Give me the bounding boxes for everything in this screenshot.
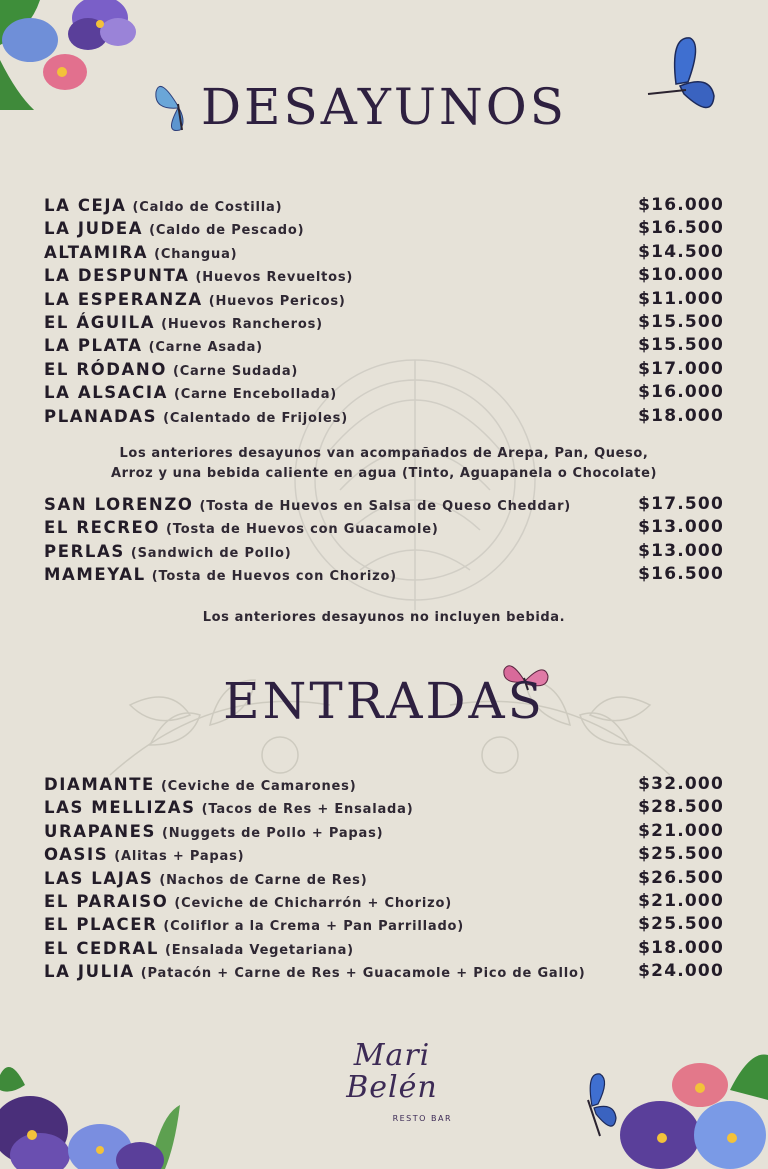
item-price: $13.000	[638, 540, 724, 561]
item-price: $18.000	[638, 405, 724, 426]
item-price: $10.000	[638, 265, 724, 286]
pansy-flower-icon	[600, 1050, 768, 1169]
list-item	[44, 796, 724, 819]
list-item	[44, 563, 724, 586]
item-description: (Ceviche de Chicharrón + Chorizo)	[174, 895, 452, 911]
item-description: (Carne Asada)	[148, 340, 263, 356]
item-name: SAN LORENZO	[44, 495, 194, 514]
item-description: (Nachos de Carne de Res)	[159, 872, 368, 888]
item-name: EL PLACER	[44, 915, 158, 935]
item-price: $21.000	[638, 890, 724, 911]
item-name: LAS LAJAS	[44, 868, 154, 888]
item-description: (Calentado de Frijoles)	[163, 410, 348, 426]
item-price: $16.500	[638, 218, 724, 239]
item-description: (Changua)	[154, 246, 238, 262]
item-name: DIAMANTE	[44, 775, 155, 794]
item-name: EL RÓDANO	[44, 359, 167, 379]
desayunos-list	[44, 194, 724, 428]
item-name: EL CEDRAL	[44, 938, 159, 958]
item-name: EL PARAISO	[44, 891, 169, 911]
item-name: LA CEJA	[44, 196, 127, 215]
list-item	[44, 334, 724, 357]
list-item	[44, 194, 724, 217]
note-line: Los anteriores desayunos van acompañados de Arepa, Pan, Queso,	[119, 446, 649, 461]
item-price: $18.000	[638, 937, 724, 958]
item-price: $11.000	[638, 288, 724, 309]
item-description: (Patacón + Carne de Res + Guacamole + Pico de Gallo)	[140, 966, 586, 982]
entradas-list	[44, 773, 724, 984]
item-description: (Sandwich de Pollo)	[130, 545, 292, 561]
item-description: (Coliflor a la Crema + Pan Parrillado)	[163, 919, 465, 935]
item-name: ALTAMIRA	[44, 242, 149, 262]
item-name: EL ÁGUILA	[44, 312, 156, 332]
item-name: OASIS	[44, 845, 109, 865]
item-description: (Ensalada Vegetariana)	[165, 942, 354, 958]
accompaniment-note	[0, 444, 768, 484]
item-name: LA PLATA	[44, 336, 143, 356]
brand-logo	[322, 1040, 462, 1135]
item-price: $32.000	[638, 774, 724, 794]
logo-subtitle: RESTO BAR	[392, 1114, 452, 1123]
desayunos-extra-list	[44, 493, 724, 587]
item-price: $26.500	[638, 867, 724, 888]
item-description: (Huevos Rancheros)	[161, 316, 323, 332]
item-price: $28.500	[638, 797, 724, 818]
item-price: $13.000	[638, 517, 724, 538]
item-price: $16.000	[638, 195, 724, 215]
list-item	[44, 288, 724, 311]
butterfly-blue-icon	[566, 1070, 622, 1142]
list-item	[44, 890, 724, 913]
no-drink-note: Los anteriores desayunos no incluyen bebida.	[202, 610, 566, 625]
list-item	[44, 843, 724, 866]
item-price: $25.500	[638, 914, 724, 935]
item-price: $15.500	[638, 311, 724, 332]
list-item	[44, 913, 724, 936]
list-item	[44, 405, 724, 428]
section-title-desayunos: DESAYUNOS	[200, 78, 568, 136]
item-price: $15.500	[638, 335, 724, 356]
list-item	[44, 311, 724, 334]
list-item	[44, 516, 724, 539]
list-item	[44, 960, 724, 983]
item-description: (Tosta de Huevos con Chorizo)	[151, 569, 397, 585]
item-price: $24.000	[638, 961, 724, 982]
item-price: $16.500	[638, 564, 724, 585]
list-item	[44, 937, 724, 960]
item-price: $16.000	[638, 382, 724, 403]
item-name: MAMEYAL	[44, 565, 146, 585]
item-description: (Carne Encebollada)	[173, 387, 338, 403]
item-description: (Nuggets de Pollo + Papas)	[162, 825, 384, 841]
list-item	[44, 217, 724, 240]
item-description: (Ceviche de Camarones)	[160, 779, 357, 794]
list-item	[44, 493, 724, 516]
list-item	[44, 264, 724, 287]
item-name: LA JULIA	[44, 962, 135, 982]
item-name: LA DESPUNTA	[44, 266, 190, 286]
list-item	[44, 867, 724, 890]
item-price: $25.500	[638, 844, 724, 865]
list-item	[44, 820, 724, 843]
item-description: (Tacos de Res + Ensalada)	[201, 802, 414, 818]
item-price: $14.500	[638, 241, 724, 262]
item-price: $17.500	[638, 494, 724, 514]
item-description: (Alitas + Papas)	[114, 849, 245, 865]
list-item	[44, 540, 724, 563]
item-description: (Caldo de Pescado)	[149, 223, 305, 239]
list-item	[44, 358, 724, 381]
item-description: (Tosta de Huevos en Salsa de Queso Cheddar)	[199, 499, 572, 514]
item-name: LA ESPERANZA	[44, 289, 203, 309]
section-title-entradas: ENTRADAS	[223, 672, 545, 730]
item-name: EL RECREO	[44, 518, 161, 538]
item-name: PERLAS	[44, 541, 125, 561]
item-description: (Caldo de Costilla)	[132, 200, 283, 215]
item-price: $21.000	[638, 820, 724, 841]
list-item	[44, 773, 724, 796]
logo-line: Belén	[346, 1070, 438, 1105]
logo-line: Mari	[353, 1038, 431, 1073]
pansy-flower-icon	[0, 1055, 185, 1169]
item-name: PLANADAS	[44, 406, 158, 426]
item-description: (Tosta de Huevos con Guacamole)	[166, 522, 439, 538]
item-name: LAS MELLIZAS	[44, 798, 196, 818]
list-item	[44, 381, 724, 404]
item-name: LA ALSACIA	[44, 383, 168, 403]
item-description: (Huevos Pericos)	[208, 293, 346, 309]
item-description: (Carne Sudada)	[172, 363, 299, 379]
item-description: (Huevos Revueltos)	[195, 270, 354, 286]
list-item	[44, 241, 724, 264]
item-name: LA JUDEA	[44, 219, 144, 239]
note-line: Arroz y una bebida caliente en agua (Tinto, Aguapanela o Chocolate)	[110, 466, 658, 481]
item-name: URAPANES	[44, 821, 156, 841]
item-price: $17.000	[638, 358, 724, 379]
